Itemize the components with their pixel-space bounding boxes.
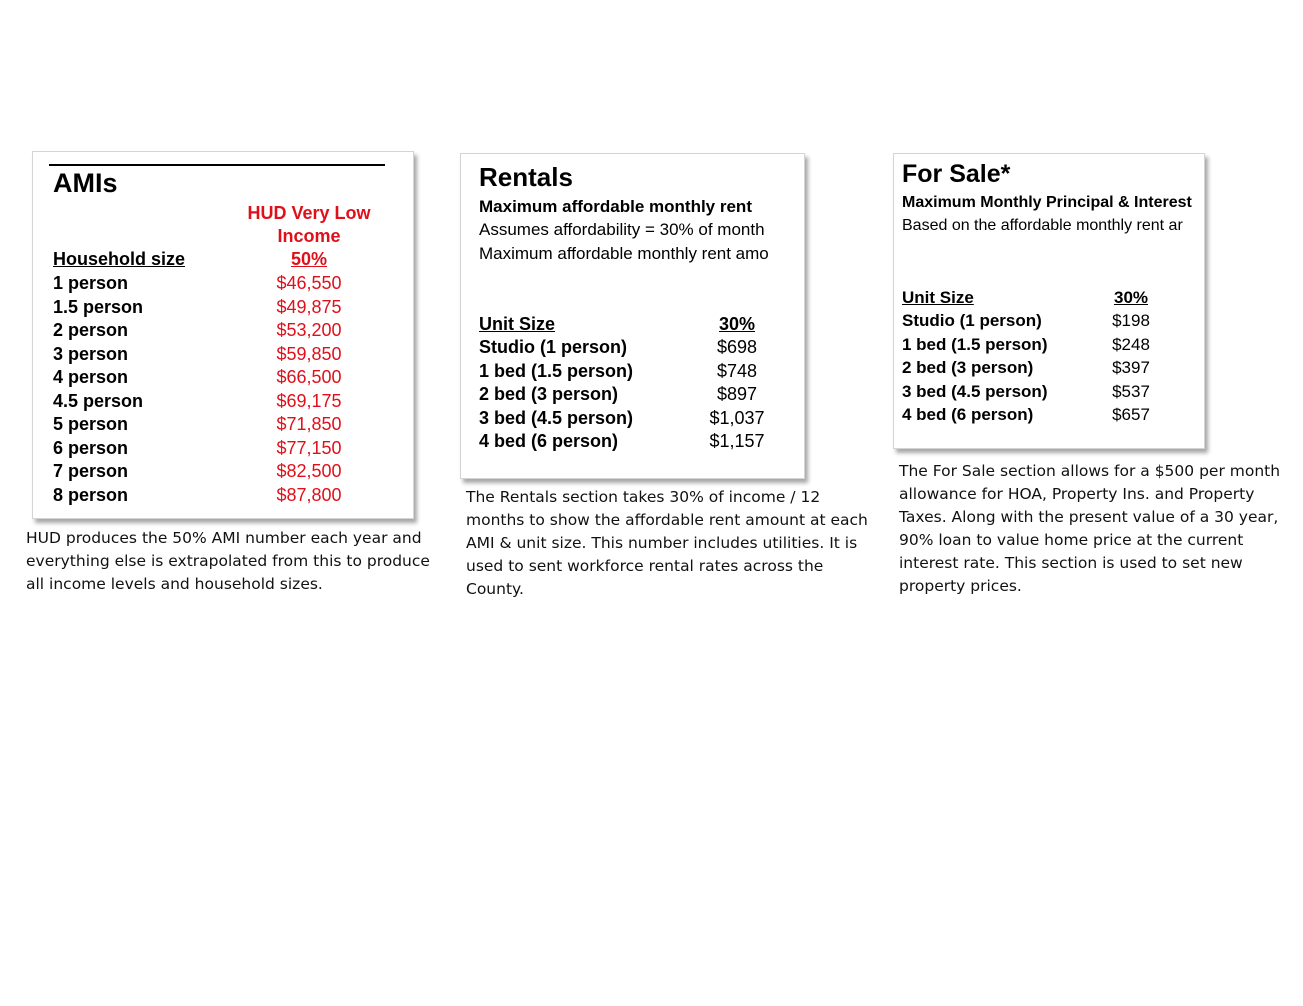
income-value: $59,850: [276, 343, 342, 364]
title-rule: [49, 164, 385, 166]
amis-row: [53, 414, 393, 438]
rentals-rows: [479, 337, 789, 455]
unit-size-header: Unit Size: [479, 314, 556, 334]
household-size-label: 4.5 person: [53, 390, 144, 411]
income-value: $77,150: [276, 437, 342, 458]
rentals-caption: The Rentals section takes 30% of income / 12 months to show the affordable rent amount at each AMI & unit size. This number includes utilities. It is used to sent workforce rental rates across the County.: [466, 488, 868, 598]
rentals-row: [479, 384, 789, 408]
income-value: $46,550: [276, 273, 342, 293]
amis-row: [53, 438, 393, 462]
income-value: $53,200: [276, 320, 342, 340]
amis-panel: [32, 151, 414, 519]
household-size-label: 3 person: [53, 343, 129, 364]
payment-value: $537: [1112, 381, 1150, 401]
household-size-label: 2 person: [53, 320, 129, 340]
amis-row: [53, 297, 393, 321]
household-size-label: 1 person: [53, 273, 129, 293]
amis-caption: HUD produces the 50% AMI number each year and everything else is extrapolated from this to produce all income levels and household sizes.: [26, 529, 430, 593]
hud-very-low-income-header: HUD Very Low Income: [247, 203, 371, 246]
unit-size-label: 1 bed (1.5 person): [902, 334, 1048, 354]
income-value: $66,500: [276, 367, 342, 387]
for-sale-row: [902, 405, 1202, 429]
unit-size-label: 4 bed (6 person): [902, 405, 1034, 424]
rent-value: $1,157: [709, 431, 765, 451]
amis-row: [53, 485, 393, 509]
unit-size-label: Studio (1 person): [902, 311, 1042, 330]
for-sale-title: For Sale*: [902, 160, 1011, 188]
thirty-percent-header: 30%: [1113, 288, 1149, 307]
rent-value: $748: [716, 360, 758, 381]
rent-value: $1,037: [709, 407, 765, 428]
household-size-label: 6 person: [53, 437, 129, 458]
household-size-label: 5 person: [53, 414, 129, 434]
unit-size-label: Studio (1 person): [479, 337, 627, 357]
amis-rows: [53, 273, 393, 508]
unit-size-label: 1 bed (1.5 person): [479, 360, 634, 381]
rentals-row: [479, 431, 789, 455]
for-sale-subtitle: Maximum Monthly Principal & Interest: [902, 194, 1192, 211]
for-sale-row: [902, 358, 1202, 382]
rent-value: $897: [716, 384, 758, 404]
payment-value: $198: [1112, 311, 1150, 330]
household-size-header: Household size: [53, 249, 186, 269]
household-size-label: 7 person: [53, 461, 129, 481]
payment-value: $248: [1112, 334, 1150, 354]
amis-row: [53, 320, 393, 344]
unit-size-label: 3 bed (4.5 person): [479, 407, 634, 428]
income-value: $71,850: [276, 414, 342, 434]
income-value: $82,500: [276, 461, 342, 481]
payment-value: $657: [1112, 405, 1150, 424]
for-sale-line-1: Based on the affordable monthly rent ar: [902, 217, 1183, 234]
rentals-row: [479, 361, 789, 385]
amis-row: [53, 273, 393, 297]
for-sale-panel: [893, 153, 1205, 449]
household-size-label: 8 person: [53, 484, 129, 505]
income-value: $69,175: [276, 390, 342, 411]
amis-row: [53, 391, 393, 415]
household-size-label: 1.5 person: [53, 296, 144, 317]
for-sale-rows: [902, 311, 1202, 429]
for-sale-row: [902, 382, 1202, 406]
unit-size-label: 4 bed (6 person): [479, 431, 619, 451]
rent-value: $698: [716, 337, 758, 357]
for-sale-row: [902, 311, 1202, 335]
rentals-line-1: Assumes affordability = 30% of month: [479, 220, 765, 239]
unit-size-label: 2 bed (3 person): [479, 384, 619, 404]
unit-size-header: Unit Size: [902, 288, 974, 307]
rentals-line-2: Maximum affordable monthly rent amo: [479, 244, 769, 263]
for-sale-row: [902, 335, 1202, 359]
amis-row: [53, 461, 393, 485]
rentals-title: Rentals: [479, 162, 573, 192]
payment-value: $397: [1112, 358, 1150, 377]
fifty-percent-header: 50%: [290, 249, 328, 269]
rentals-subtitle: Maximum affordable monthly rent: [479, 197, 752, 216]
rentals-panel: [460, 153, 805, 479]
rentals-row: [479, 337, 789, 361]
income-value: $49,875: [276, 296, 342, 317]
for-sale-caption: The For Sale section allows for a $500 per month allowance for HOA, Property Ins. and Property Taxes. Along with the present value of a 30 year, 90% loan to value home price at the current interest rate. This section is used to set new property prices.: [899, 462, 1281, 595]
amis-row: [53, 344, 393, 368]
amis-row: [53, 367, 393, 391]
unit-size-label: 3 bed (4.5 person): [902, 381, 1048, 401]
household-size-label: 4 person: [53, 367, 129, 387]
income-value: $87,800: [276, 484, 342, 505]
unit-size-label: 2 bed (3 person): [902, 358, 1034, 377]
rentals-row: [479, 408, 789, 432]
thirty-percent-header: 30%: [718, 314, 756, 334]
amis-title: AMIs: [53, 168, 118, 198]
